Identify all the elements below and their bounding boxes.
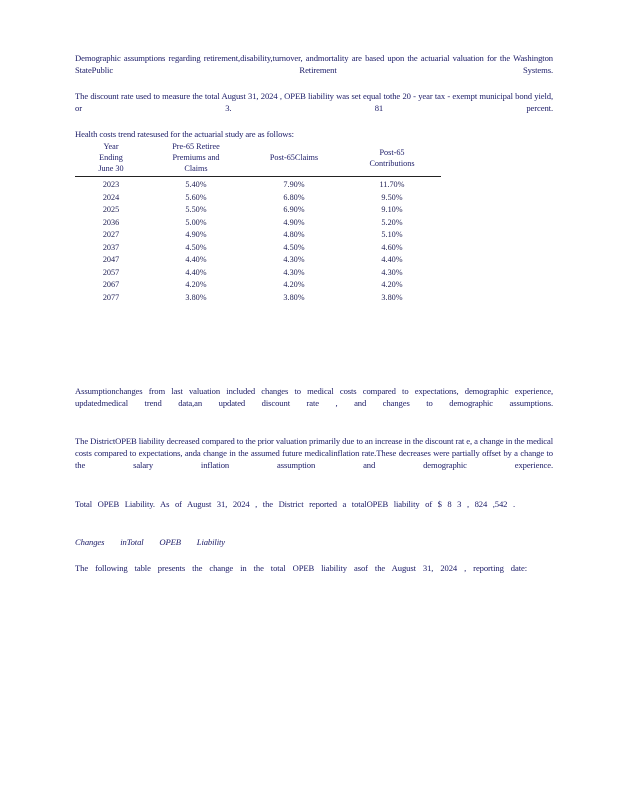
table-cell: 2024 bbox=[102, 192, 120, 202]
table-cell: 4.20% bbox=[283, 280, 305, 289]
table-row bbox=[75, 204, 441, 217]
table-cell: 3.80% bbox=[185, 292, 207, 302]
changes-heading: Changes inTotal OPEB Liability bbox=[75, 537, 225, 547]
table-cell: 4.20% bbox=[185, 280, 207, 289]
table-row bbox=[75, 217, 441, 230]
table-cell: 9.50% bbox=[381, 192, 403, 202]
table-cell: 4.20% bbox=[381, 280, 403, 289]
table-cell: 4.30% bbox=[381, 267, 403, 277]
discount-rate-paragraph: The discount rate used to measure the total August 31, 2024 , OPEB liability was set equal tothe 20 - year tax - exempt municipal bond yield, or 3. 81 percent. bbox=[75, 91, 553, 113]
table-cell: 4.30% bbox=[283, 255, 305, 264]
table-row bbox=[75, 267, 441, 280]
table-cell: 4.40% bbox=[381, 255, 403, 264]
table-cell: 2027 bbox=[102, 230, 120, 239]
table-row bbox=[75, 229, 441, 242]
table-intro-paragraph: The following table presents the change in the total OPEB liability asof the August 31, 2024 , reporting date: bbox=[75, 563, 527, 573]
table-cell: 5.10% bbox=[381, 230, 403, 239]
table-cell: 2036 bbox=[102, 217, 120, 227]
table-cell: 2047 bbox=[102, 255, 120, 264]
table-cell: 4.90% bbox=[185, 230, 207, 239]
table-cell: 2057 bbox=[102, 267, 120, 277]
table-cell: 2077 bbox=[102, 292, 120, 302]
header-pre65: Pre-65 Retiree Premiums and Claims bbox=[147, 141, 245, 177]
table-cell: 4.40% bbox=[185, 267, 207, 277]
table-row bbox=[75, 242, 441, 255]
total-opeb-liability-paragraph: Total OPEB Liability. As of August 31, 2024 , the District reported a totalOPEB liability of $ 8 3 , 824 ,542 . bbox=[75, 499, 515, 509]
table-cell: 5.50% bbox=[185, 205, 207, 214]
table-cell: 5.20% bbox=[381, 217, 403, 227]
table-cell: 4.90% bbox=[283, 217, 305, 227]
table-cell: 6.80% bbox=[283, 192, 305, 202]
health-trend-intro: Health costs trend ratesused for the actuarial study are as follows: bbox=[75, 129, 294, 139]
table-cell: 7.90% bbox=[283, 180, 305, 189]
table-header-row bbox=[75, 141, 441, 177]
table-cell: 3.80% bbox=[283, 292, 305, 302]
demographic-assumptions-paragraph: Demographic assumptions regarding retirement,disability,turnover, andmortality are based upon the actuarial valuation for the Washington StatePublic Retirement Systems. bbox=[75, 53, 553, 75]
table-cell: 2037 bbox=[102, 242, 120, 252]
header-post65-contributions: Post-65 Contributions bbox=[343, 141, 441, 177]
table-cell: 4.50% bbox=[283, 242, 305, 252]
liability-decrease-paragraph: The DistrictOPEB liability decreased compared to the prior valuation primarily due to an increase in the discount rat e, a change in the medical costs compared to expectations, anda change in the assumed future medicalinflation rate.These decreases were partially offset by a change to the salary inflation assumption and demographic experience. bbox=[75, 436, 553, 470]
table-cell: 9.10% bbox=[381, 205, 403, 214]
table-cell: 5.40% bbox=[185, 180, 207, 189]
table-row bbox=[75, 192, 441, 205]
table-cell: 4.30% bbox=[283, 267, 305, 277]
assumption-changes-paragraph: Assumptionchanges from last valuation included changes to medical costs compared to expectations, demographic experience, updatedmedical trend data,an updated discount rate , and changes to demographic assumptions. bbox=[75, 386, 553, 408]
table-cell: 5.60% bbox=[185, 192, 207, 202]
table-cell: 2067 bbox=[102, 280, 120, 289]
table-row bbox=[75, 292, 441, 305]
header-post65-claims: Post-65Claims bbox=[245, 141, 343, 177]
table-cell: 5.00% bbox=[185, 217, 207, 227]
table-row bbox=[75, 177, 441, 192]
table-cell: 4.60% bbox=[381, 242, 403, 252]
table-cell: 2025 bbox=[102, 205, 120, 214]
header-year: Year Ending June 30 bbox=[75, 141, 147, 177]
table-cell: 6.90% bbox=[283, 205, 305, 214]
table-cell: 4.80% bbox=[283, 230, 305, 239]
table-cell: 4.50% bbox=[185, 242, 207, 252]
table-cell: 2023 bbox=[102, 180, 120, 189]
table-row bbox=[75, 279, 441, 292]
table-row bbox=[75, 254, 441, 267]
health-cost-trend-table bbox=[75, 141, 441, 304]
table-cell: 3.80% bbox=[381, 292, 403, 302]
table-cell: 11.70% bbox=[379, 180, 405, 189]
table-cell: 4.40% bbox=[185, 255, 207, 264]
